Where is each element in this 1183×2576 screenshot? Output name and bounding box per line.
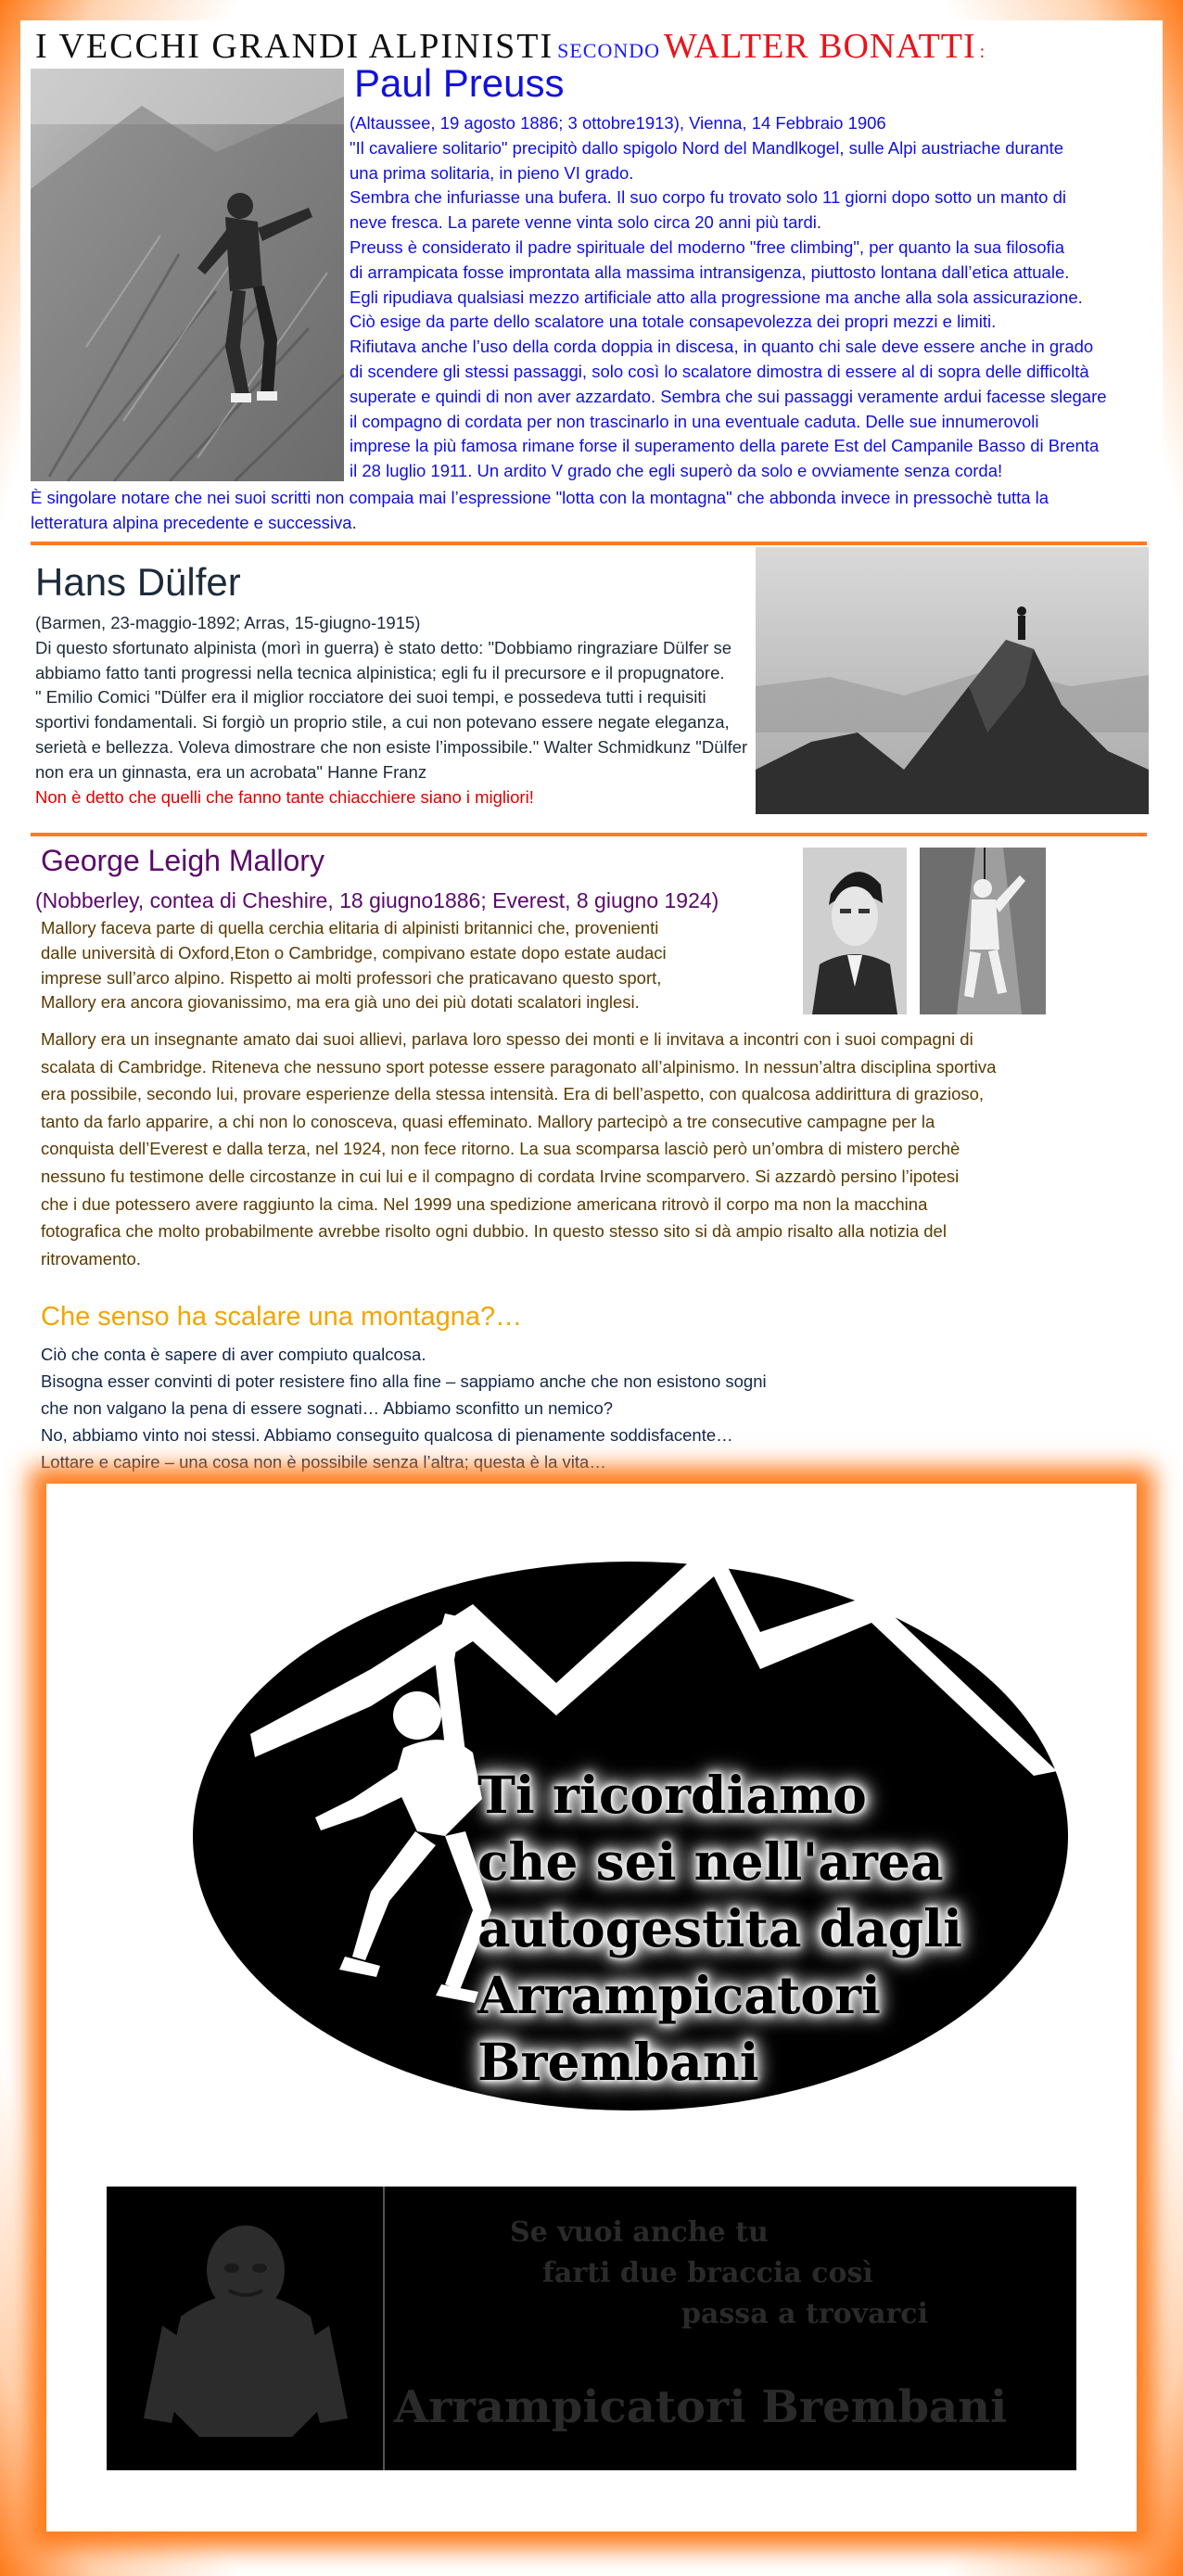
text-line: imprese la più famosa rimane forse il superamento della parete Est del Campanile Basso di Brenta [350,436,1100,456]
text-line: Egli ripudiava qualsiasi mezzo artificiale atto alla progressione ma anche alla sola assicurazione. [350,287,1083,307]
text-line: neve fresca. La parete venne vinta solo circa 20 anni più tardi. [350,212,822,233]
text-line: fotografica che molto probabilmente avrebbe risolto ogni dubbio. In questo stesso sito si dà ampio risalto alla notizia del [41,1221,947,1242]
text-line: il compagno di cordata per non trascinarlo in una eventuale caduta. Delle sue innumerovoli [350,411,1039,431]
text-line: Preuss è considerato il padre spirituale del moderno "free climbing", per quanto la sua filosofia [350,236,1065,257]
preuss-bio [350,111,1165,484]
text-line: scalata di Cambridge. Riteneva che nessuno sport potesse essere paragonato all’alpinismo. In nessun’altra disciplina sportiva [41,1056,997,1077]
text-line: una prima solitaria, in pieno VI grado. [350,162,634,183]
text-line: Ciò che conta è sapere di aver compiuto qualcosa. [41,1345,426,1364]
title-main: I VECCHI GRANDI ALPINISTI [35,27,554,66]
text-line: Ciò esige da parte dello scalatore una totale consapevolezza dei propri mezzi e limiti. [350,312,997,332]
gorilla-icon [144,2214,348,2437]
text-line: dalle università di Oxford,Eton o Cambridge, compivano estate dopo estate audaci [41,942,667,963]
box-divider [383,2187,385,2470]
text-line: Non è detto che quelli che fanno tante chiacchiere siano i migliori! [35,786,534,807]
senso-heading: Che senso ha scalare una montagna?… [41,1302,523,1332]
text-line: di arrampicata fosse improntata alla massima intransigenza, piuttosto lontana dall’etica attuale. [350,261,1070,282]
text-line: ritrovamento. [41,1248,141,1269]
text-line: (Altaussee, 19 agosto 1886; 3 ottobre1913), Vienna, 14 Febbraio 1906 [350,113,886,133]
text-line: Bisogna esser convinti di poter resistere fino alla fine – sappiamo anche che non esistono sogni [41,1371,767,1391]
banner-line: Arrampicatori [477,1965,881,2025]
mallory-bio [41,1026,1163,1272]
text-line: che non valgano la pena di essere sognati… Abbiamo sconfitto un nemico? [41,1398,614,1418]
invite-line-2: farti due braccia così [542,2257,873,2289]
club-name: Arrampicatori Brembani [394,2381,1008,2433]
invite-line-1: Se vuoi anche tu [510,2216,769,2249]
text-line: No, abbiamo vinto noi stessi. Abbiamo conseguito qualcosa di pienamente soddisfacente… [41,1425,733,1445]
text-line: abbiamo fatto tanti progressi nella tecnica alpinistica; egli fu il precursore e il propugnatore. [35,662,725,682]
climber-on-summit [1017,606,1026,640]
text-line: letteratura alpina precedente e successiva. [31,512,357,532]
preuss-name: Paul Preuss [354,61,565,105]
title-secondo: SECONDO [557,39,661,62]
text-line: Mallory era ancora giovanissimo, ma era già uno dei più dotati scalatori inglesi. [41,992,640,1013]
banner-line: Ti ricordiamo [477,1765,867,1825]
mallory-climbing-photo [920,848,1046,1014]
text-line: che i due potessero avere raggiunto la cima. Nel 1999 una spedizione americana ritrovò il corpo ma non la macchina [41,1193,928,1214]
mallory-subtitle: (Nobberley, contea di Cheshire, 18 giugno1886; Everest, 8 giugno 1924) [35,888,719,912]
text-line: non era un ginnasta, era un acrobata" Hanne Franz [35,761,427,782]
text-line: È singolare notare che nei suoi scritti non compaia mai l’espressione "lotta con la montagna" che abbonda invece in pressochè tutta la [31,488,1049,507]
text-line: Rifiutava anche l’uso della corda doppia in discesa, in quanto chi sale deve essere anche in grado [350,337,1094,357]
text-line: serietà e bellezza. Voleva dimostrare che non esiste l’impossibile." Walter Schmidkunz "Dülfer [35,736,748,757]
title-colon: : [979,42,986,62]
text-line: di scendere gli stessi passaggi, solo così lo scalatore dimostra di essere al di sopra delle difficoltà [350,361,1089,381]
text-line: " Emilio Comici "Dülfer era il miglior rocciatore dei suoi tempi, e possedeva tutti i requisiti [35,687,706,708]
club-box [107,2187,1076,2470]
text-line: Mallory faceva parte di quella cerchia elitaria di alpinisti britannici che, provenienti [41,918,659,937]
dulfer-bio [35,611,833,810]
text-line: superate e quindi di non aver azzardato. Sembra che sui passaggi veramente ardui facesse slegare [350,386,1107,406]
preuss-photo [31,69,344,481]
banner-line: che sei nell'area [477,1831,944,1892]
text-line: (Barmen, 23-maggio-1892; Arras, 15-giugno-1915) [35,613,421,632]
text-line: Mallory era un insegnante amato dai suoi allievi, parlava loro spesso dei monti e li invitava a incontri con i suoi compagni di [41,1029,973,1049]
text-line: tanto da farlo apparire, a chi non lo conosceva, quasi effeminato. Mallory partecipò a tre consecutive campagne per la [41,1111,935,1131]
banner-message [477,1762,962,2096]
mallory-bio-intro [41,916,801,1015]
dulfer-photo [756,547,1149,814]
text-line: il 28 luglio 1911. Un ardito V grado che egli superò da solo e ovviamente senza corda! [350,461,1003,481]
dulfer-name: Hans Dülfer [35,560,241,604]
text-line: Lottare e capire – una cosa non è possibile senza l’altra; questa è la vita… [41,1452,606,1472]
text-line: nessuno fu testimone delle circostanze in cui lui e il compagno di cordata Irvine scomparvero. Si azzardò persino l’ipotesi [41,1166,960,1186]
title-author: WALTER BONATTI [664,27,976,66]
text-line: conquista dell’Everest e dalla terza, nel 1924, non fece ritorno. La sua scomparsa lasciò però un’ombra di mistero perchè [41,1139,960,1159]
text-line: era possibile, secondo lui, provare esperienze della stessa intensità. Era di bell’aspetto, con qualcosa addirittura di grazioso, [41,1084,985,1104]
text-line: sportivi fondamentali. Si forgiò un proprio stile, a cui non potevano essere negate eleganza, [35,712,730,733]
section-divider [31,833,1147,836]
text-line: "Il cavaliere solitario" precipitò dallo spigolo Nord del Mandlkogel, sulle Alpi austriache durante [350,137,1063,158]
senso-text [41,1341,968,1475]
mallory-portrait-photo [803,848,907,1014]
section-divider [31,542,1147,545]
invite-line-3: passa a trovarci [681,2298,928,2330]
banner-line: autogestita dagli [477,1898,962,1958]
text-line: Di questo sfortunato alpinista (morì in guerra) è stato detto: "Dobbiamo ringraziare Dülfer se [35,637,732,657]
mallory-name: George Leigh Mallory [41,844,324,877]
text-line: imprese sull’arco alpino. Rispetto ai molti professori che praticavano questo sport, [41,967,662,988]
banner-line: Brembani [477,2032,759,2092]
text-line: Sembra che infuriasse una bufera. Il suo corpo fu trovato solo 11 giorni dopo sotto un manto di [350,187,1067,208]
preuss-note [31,486,1162,536]
